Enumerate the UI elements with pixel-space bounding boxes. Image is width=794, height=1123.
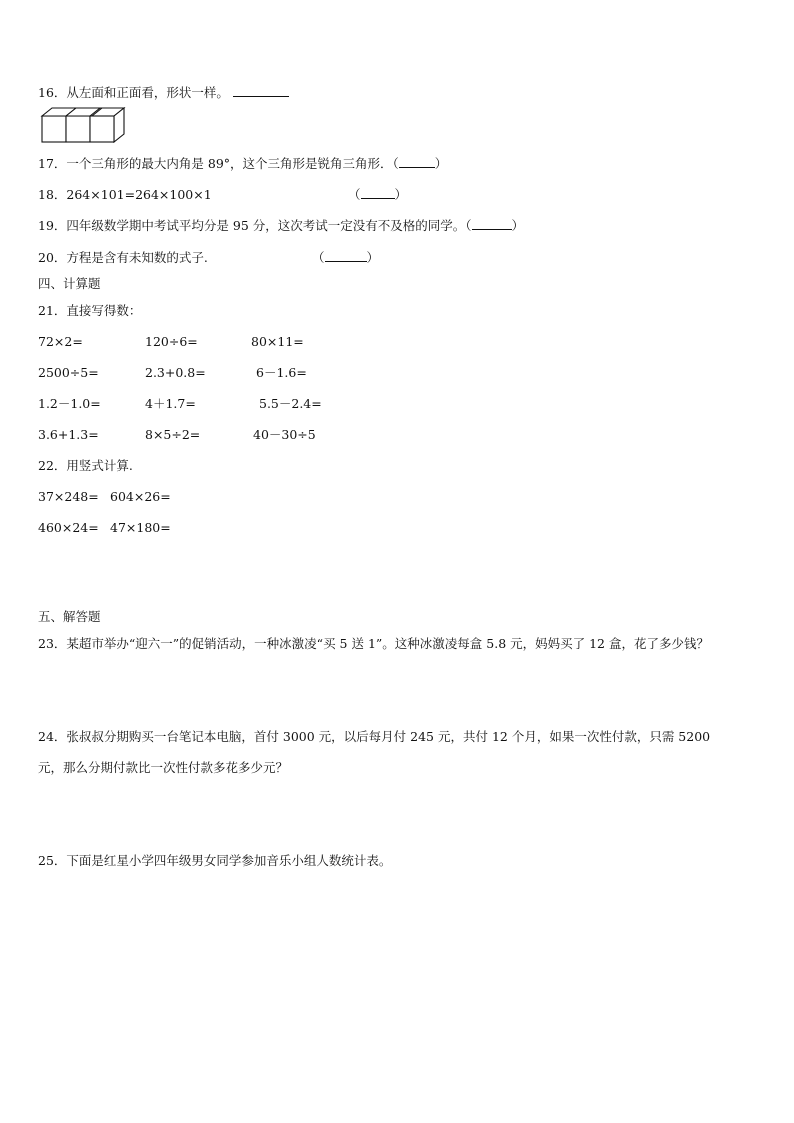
- cube-figure: [38, 105, 128, 147]
- q22-item: 460×24=: [38, 520, 99, 535]
- close-paren: ）: [394, 187, 408, 202]
- answer-blank[interactable]: [325, 250, 367, 262]
- section-4-title: 四、计算题: [38, 276, 101, 291]
- question-19-text: 19．四年级数学期中考试平均分是 95 分，这次考试一定没有不及格的同学。（: [38, 218, 472, 233]
- close-paren: ）: [511, 218, 525, 233]
- q21-item: 40－30÷5: [253, 427, 316, 442]
- close-paren: ）: [434, 156, 448, 171]
- q21-item: 4＋1.7=: [145, 396, 196, 411]
- question-22-title: 22．用竖式计算.: [38, 458, 133, 473]
- question-20-text: 20．方程是含有未知数的式子.: [38, 250, 208, 265]
- answer-blank[interactable]: [361, 187, 395, 199]
- q21-item: 3.6+1.3=: [38, 427, 99, 442]
- open-paren: （: [312, 250, 325, 265]
- question-17: [38, 156, 447, 172]
- question-16-text: 16．从左面和正面看，形状一样。: [38, 85, 229, 100]
- answer-blank[interactable]: [399, 156, 435, 168]
- q21-item: 5.5－2.4=: [259, 396, 322, 411]
- question-20-answer: [312, 250, 379, 266]
- section-5-title: 五、解答题: [38, 609, 101, 624]
- front-cube-left: [42, 116, 66, 142]
- close-paren: ）: [366, 250, 380, 265]
- open-paren: （: [348, 187, 361, 202]
- q21-item: 1.2－1.0=: [38, 396, 101, 411]
- question-25: 25．下面是红星小学四年级男女同学参加音乐小组人数统计表。: [38, 853, 392, 868]
- q22-item: 37×248=: [38, 489, 99, 504]
- question-18-text: 18．264×101=264×100×1: [38, 187, 212, 202]
- q21-item: 2500÷5=: [38, 365, 99, 380]
- question-24-line-1: 24．张叔叔分期购买一台笔记本电脑，首付 3000 元，以后每月付 245 元，共付 12 个月，如果一次性付款，只需 5200: [38, 729, 711, 744]
- question-17-text: 17．一个三角形的最大内角是 89°，这个三角形是锐角三角形．（: [38, 156, 399, 171]
- question-20: [38, 250, 208, 266]
- question-18-answer: [348, 187, 407, 203]
- question-18: [38, 187, 212, 203]
- q21-item: 8×5÷2=: [145, 427, 201, 442]
- q21-item: 120÷6=: [145, 334, 198, 349]
- question-21-title: 21．直接写得数：: [38, 303, 142, 318]
- answer-blank[interactable]: [233, 84, 289, 97]
- q21-item: 6－1.6=: [256, 365, 307, 380]
- front-cube-right: [90, 116, 114, 142]
- front-cube-middle: [66, 116, 90, 142]
- q21-item: 80×11=: [251, 334, 304, 349]
- q22-item: 47×180=: [110, 520, 171, 535]
- q21-item: 72×2=: [38, 334, 83, 349]
- q21-item: 2.3+0.8=: [145, 365, 206, 380]
- question-24-line-2: 元，那么分期付款比一次性付款多花多少元？: [38, 760, 289, 775]
- question-23: 23．某超市举办“迎六一”的促销活动，一种冰激凌“买 5 送 1”。这种冰激凌每盒 5.8 元，妈妈买了 12 盒，花了多少钱？: [38, 636, 709, 651]
- question-16: [38, 84, 289, 101]
- answer-blank[interactable]: [472, 218, 512, 230]
- question-19: [38, 218, 524, 234]
- q22-item: 604×26=: [110, 489, 171, 504]
